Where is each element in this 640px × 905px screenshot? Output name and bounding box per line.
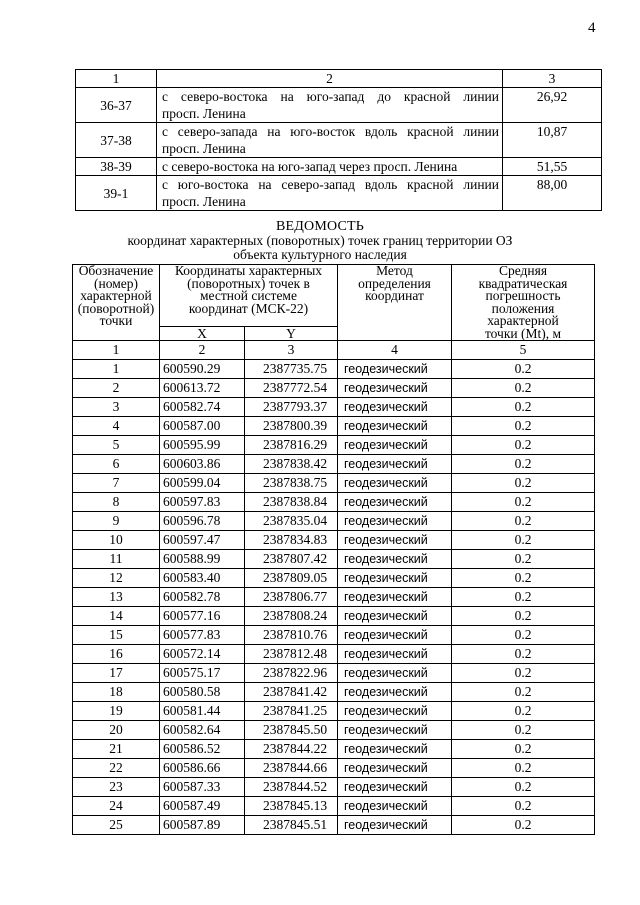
measurement-method: геодезический [338, 379, 452, 398]
point-number: 17 [73, 664, 160, 683]
segment-code: 37-38 [76, 123, 157, 158]
point-number: 4 [73, 417, 160, 436]
point-number: 6 [73, 455, 160, 474]
coordinate-row [73, 607, 595, 626]
point-number: 25 [73, 816, 160, 835]
coordinate-y: 2387812.48 [245, 645, 338, 664]
coordinate-row [73, 626, 595, 645]
coordinate-y: 2387735.75 [245, 360, 338, 379]
segments-header-cell: 2 [157, 70, 503, 88]
accuracy-value: 0.2 [452, 398, 595, 417]
accuracy-value: 0.2 [452, 474, 595, 493]
segment-description: с северо-запада на юго-восток вдоль красной линии просп. Ленина [157, 123, 503, 158]
segment-length: 88,00 [503, 176, 602, 211]
accuracy-value: 0.2 [452, 360, 595, 379]
accuracy-value: 0.2 [452, 626, 595, 645]
coordinate-y: 2387772.54 [245, 379, 338, 398]
column-number: 1 [73, 341, 160, 360]
column-number: 2 [160, 341, 245, 360]
header-x: X [160, 327, 245, 341]
coordinate-row [73, 398, 595, 417]
segments-header-cell: 3 [503, 70, 602, 88]
coordinate-y: 2387807.42 [245, 550, 338, 569]
coordinate-x: 600586.66 [160, 759, 245, 778]
coordinate-row [73, 417, 595, 436]
measurement-method: геодезический [338, 759, 452, 778]
point-number: 8 [73, 493, 160, 512]
point-number: 10 [73, 531, 160, 550]
coordinate-x: 600597.47 [160, 531, 245, 550]
point-number: 16 [73, 645, 160, 664]
accuracy-value: 0.2 [452, 797, 595, 816]
coordinate-y: 2387844.52 [245, 778, 338, 797]
coordinate-row [73, 645, 595, 664]
coordinate-y: 2387809.05 [245, 569, 338, 588]
coordinate-x: 600588.99 [160, 550, 245, 569]
measurement-method: геодезический [338, 645, 452, 664]
measurement-method: геодезический [338, 569, 452, 588]
coordinate-y: 2387845.51 [245, 816, 338, 835]
accuracy-value: 0.2 [452, 778, 595, 797]
point-number: 14 [73, 607, 160, 626]
accuracy-value: 0.2 [452, 379, 595, 398]
measurement-method: геодезический [338, 702, 452, 721]
measurement-method: геодезический [338, 493, 452, 512]
segment-description: с северо-востока на юго-запад до красной линии просп. Ленина [157, 88, 503, 123]
accuracy-value: 0.2 [452, 455, 595, 474]
coordinate-y: 2387822.96 [245, 664, 338, 683]
point-number: 21 [73, 740, 160, 759]
coordinate-x: 600580.58 [160, 683, 245, 702]
coordinate-row [73, 531, 595, 550]
coordinate-y: 2387844.66 [245, 759, 338, 778]
coordinate-x: 600581.44 [160, 702, 245, 721]
coordinate-x: 600587.49 [160, 797, 245, 816]
document-subtitle: объекта культурного наследия [233, 247, 407, 262]
accuracy-value: 0.2 [452, 664, 595, 683]
header-y: Y [245, 327, 338, 341]
accuracy-value: 0.2 [452, 721, 595, 740]
coordinate-row [73, 759, 595, 778]
measurement-method: геодезический [338, 664, 452, 683]
measurement-method: геодезический [338, 778, 452, 797]
measurement-method: геодезический [338, 417, 452, 436]
coordinate-row [73, 512, 595, 531]
coordinate-x: 600582.78 [160, 588, 245, 607]
coordinate-y: 2387808.24 [245, 607, 338, 626]
coordinate-x: 600596.78 [160, 512, 245, 531]
accuracy-value: 0.2 [452, 607, 595, 626]
segment-length: 51,55 [503, 158, 602, 176]
segment-code: 38-39 [76, 158, 157, 176]
point-number: 9 [73, 512, 160, 531]
coordinate-row [73, 740, 595, 759]
accuracy-value: 0.2 [452, 740, 595, 759]
header-coordinates: Координаты характерных (поворотных) точек в местной системе координат (МСК-22) [160, 265, 338, 327]
measurement-method: геодезический [338, 626, 452, 645]
point-number: 1 [73, 360, 160, 379]
point-number: 19 [73, 702, 160, 721]
accuracy-value: 0.2 [452, 683, 595, 702]
accuracy-value: 0.2 [452, 436, 595, 455]
column-number: 3 [245, 341, 338, 360]
point-number: 22 [73, 759, 160, 778]
measurement-method: геодезический [338, 398, 452, 417]
coordinate-x: 600613.72 [160, 379, 245, 398]
measurement-method: геодезический [338, 531, 452, 550]
point-number: 15 [73, 626, 160, 645]
coordinate-x: 600577.16 [160, 607, 245, 626]
point-number: 5 [73, 436, 160, 455]
coordinate-y: 2387838.42 [245, 455, 338, 474]
point-number: 18 [73, 683, 160, 702]
coordinates-header-row [73, 265, 595, 327]
coordinate-y: 2387845.13 [245, 797, 338, 816]
segments-header-row [76, 70, 602, 88]
coordinate-row [73, 569, 595, 588]
coordinate-y: 2387810.76 [245, 626, 338, 645]
accuracy-value: 0.2 [452, 569, 595, 588]
coordinate-y: 2387816.29 [245, 436, 338, 455]
coordinate-row [73, 797, 595, 816]
coordinate-row [73, 455, 595, 474]
coordinate-x: 600587.33 [160, 778, 245, 797]
segment-row [76, 88, 602, 123]
coordinate-y: 2387841.25 [245, 702, 338, 721]
segment-description: с северо-востока на юго-запад через просп. Ленина [157, 158, 503, 176]
coordinate-row [73, 664, 595, 683]
segment-code: 36-37 [76, 88, 157, 123]
accuracy-value: 0.2 [452, 588, 595, 607]
coordinate-row [73, 721, 595, 740]
page-number: 4 [588, 20, 596, 36]
coordinate-x: 600587.00 [160, 417, 245, 436]
segments-table [75, 69, 602, 211]
coordinate-y: 2387793.37 [245, 398, 338, 417]
measurement-method: геодезический [338, 550, 452, 569]
coordinate-y: 2387835.04 [245, 512, 338, 531]
measurement-method: геодезический [338, 474, 452, 493]
segment-code: 39-1 [76, 176, 157, 211]
coordinate-x: 600586.52 [160, 740, 245, 759]
coordinate-x: 600597.83 [160, 493, 245, 512]
accuracy-value: 0.2 [452, 493, 595, 512]
measurement-method: геодезический [338, 721, 452, 740]
coordinate-y: 2387838.75 [245, 474, 338, 493]
measurement-method: геодезический [338, 360, 452, 379]
measurement-method: геодезический [338, 455, 452, 474]
document-title: ВЕДОМОСТЬ [275, 219, 364, 234]
point-number: 23 [73, 778, 160, 797]
segments-header-cell: 1 [76, 70, 157, 88]
coordinate-y: 2387838.84 [245, 493, 338, 512]
coordinate-y: 2387806.77 [245, 588, 338, 607]
coordinate-row [73, 588, 595, 607]
coordinate-x: 600575.17 [160, 664, 245, 683]
coordinate-row [73, 550, 595, 569]
measurement-method: геодезический [338, 588, 452, 607]
accuracy-value: 0.2 [452, 417, 595, 436]
point-number: 11 [73, 550, 160, 569]
column-number: 5 [452, 341, 595, 360]
coordinate-row [73, 683, 595, 702]
accuracy-value: 0.2 [452, 759, 595, 778]
coordinates-table [72, 264, 595, 835]
header-point-designation: Обозначение (номер) характерной (поворотной) точки [73, 265, 160, 341]
point-number: 13 [73, 588, 160, 607]
accuracy-value: 0.2 [452, 645, 595, 664]
coordinate-y: 2387845.50 [245, 721, 338, 740]
measurement-method: геодезический [338, 436, 452, 455]
document-subtitle: координат характерных (поворотных) точек границ территории ОЗ [127, 233, 513, 248]
coordinate-y: 2387834.83 [245, 531, 338, 550]
coordinate-x: 600572.14 [160, 645, 245, 664]
segment-row [76, 158, 602, 176]
measurement-method: геодезический [338, 607, 452, 626]
coordinate-x: 600582.64 [160, 721, 245, 740]
header-method: Метод определения координат [338, 265, 452, 341]
accuracy-value: 0.2 [452, 702, 595, 721]
segment-row [76, 123, 602, 158]
coordinate-row [73, 702, 595, 721]
coordinate-row [73, 436, 595, 455]
accuracy-value: 0.2 [452, 531, 595, 550]
coordinate-x: 600599.04 [160, 474, 245, 493]
coordinate-row [73, 816, 595, 835]
accuracy-value: 0.2 [452, 816, 595, 835]
coordinate-row [73, 493, 595, 512]
coordinate-x: 600577.83 [160, 626, 245, 645]
column-number: 4 [338, 341, 452, 360]
coordinate-x: 600595.99 [160, 436, 245, 455]
point-number: 12 [73, 569, 160, 588]
coordinate-row [73, 360, 595, 379]
segment-length: 10,87 [503, 123, 602, 158]
measurement-method: геодезический [338, 740, 452, 759]
point-number: 24 [73, 797, 160, 816]
coordinate-x: 600587.89 [160, 816, 245, 835]
segment-description: с юго-востока на северо-запад вдоль красной линии просп. Ленина [157, 176, 503, 211]
measurement-method: геодезический [338, 512, 452, 531]
header-accuracy: Средняя квадратическая погрешность положения характерной точки (Mt), м [452, 265, 595, 341]
measurement-method: геодезический [338, 816, 452, 835]
coordinate-x: 600582.74 [160, 398, 245, 417]
coordinate-row [73, 778, 595, 797]
point-number: 20 [73, 721, 160, 740]
coordinate-y: 2387844.22 [245, 740, 338, 759]
point-number: 3 [73, 398, 160, 417]
coordinate-y: 2387800.39 [245, 417, 338, 436]
coordinate-row [73, 474, 595, 493]
measurement-method: геодезический [338, 797, 452, 816]
coordinate-row [73, 379, 595, 398]
segment-row [76, 176, 602, 211]
coordinate-x: 600603.86 [160, 455, 245, 474]
measurement-method: геодезический [338, 683, 452, 702]
point-number: 7 [73, 474, 160, 493]
coordinate-x: 600583.40 [160, 569, 245, 588]
coordinate-x: 600590.29 [160, 360, 245, 379]
coordinate-y: 2387841.42 [245, 683, 338, 702]
accuracy-value: 0.2 [452, 550, 595, 569]
column-number-row [73, 341, 595, 360]
accuracy-value: 0.2 [452, 512, 595, 531]
point-number: 2 [73, 379, 160, 398]
segment-length: 26,92 [503, 88, 602, 123]
